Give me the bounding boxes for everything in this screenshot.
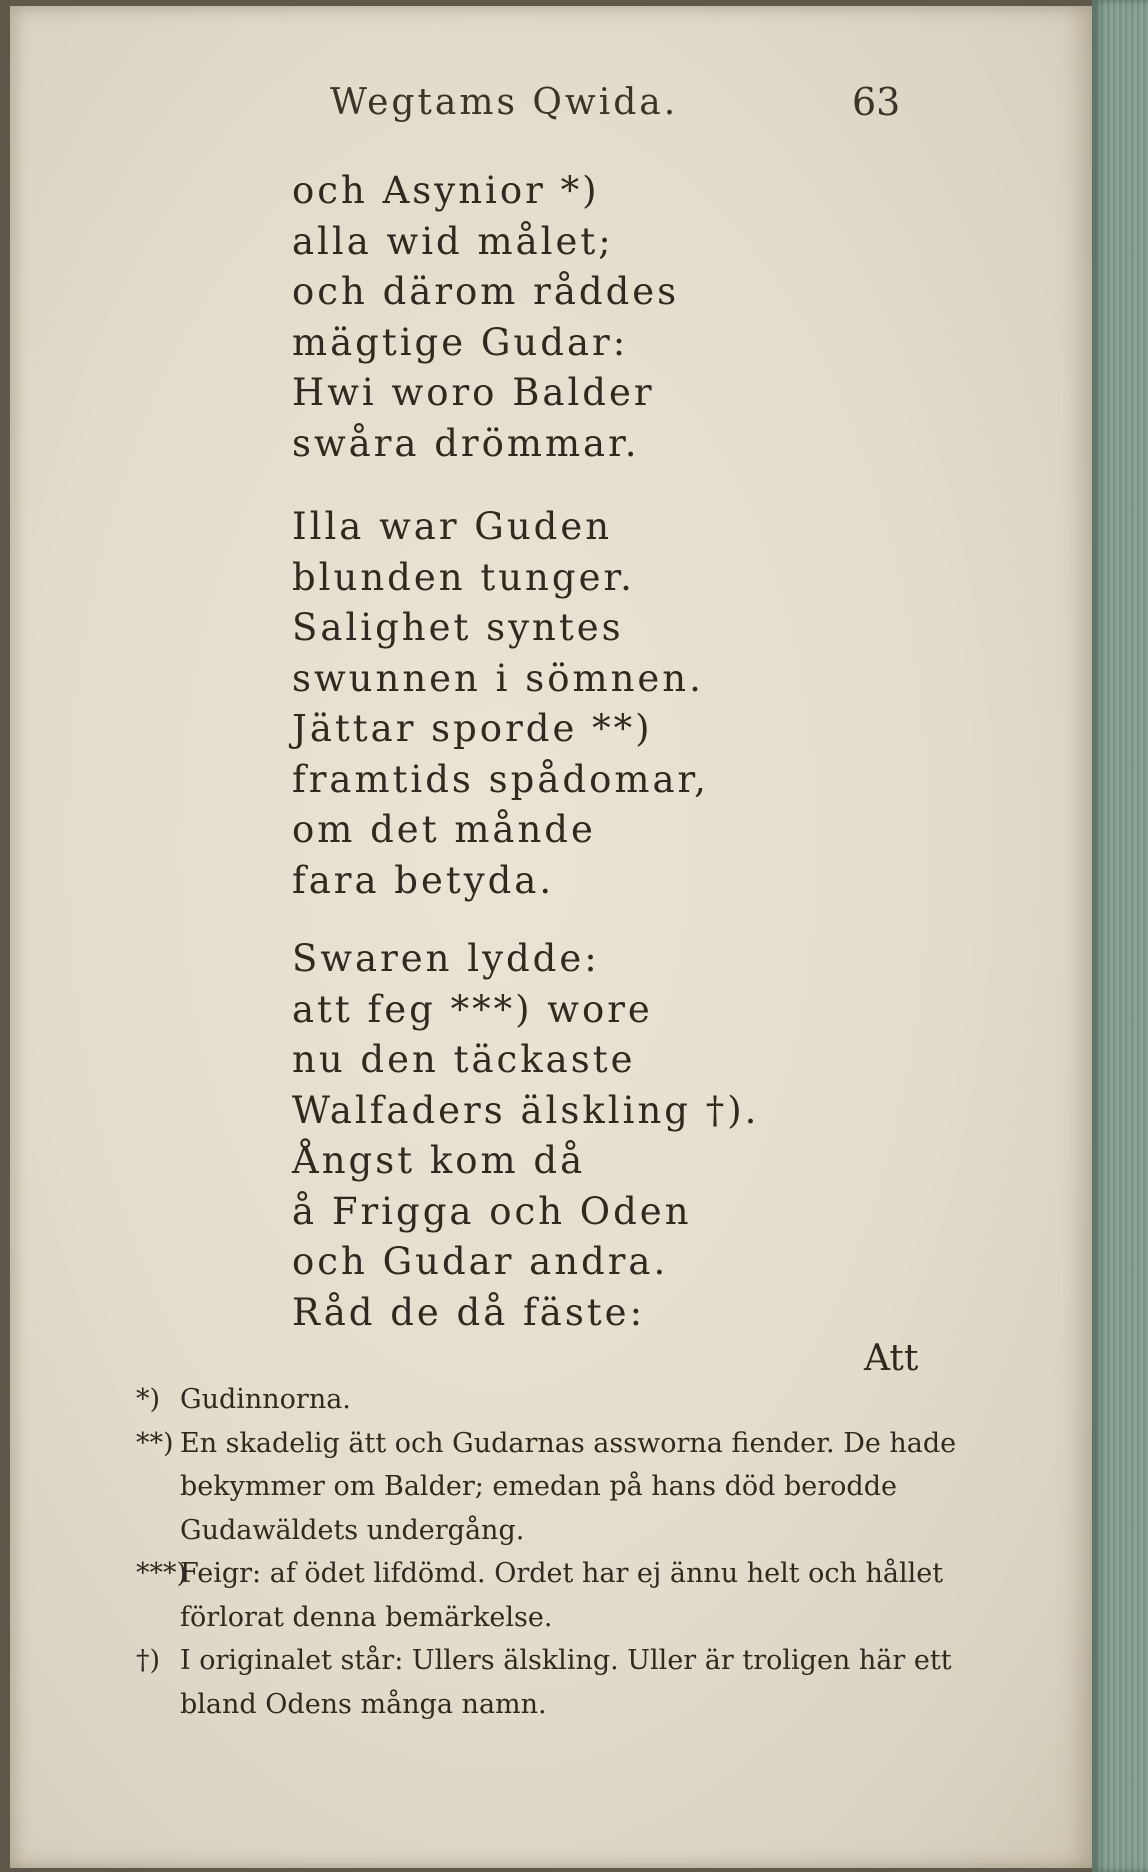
verse-line: och därom råddes <box>292 270 680 313</box>
stanza-1 <box>292 166 679 469</box>
footnote-text: I originalet står: Ullers älskling. Uller är troligen här ett bland Odens många namn. <box>180 1645 952 1720</box>
verse-line: å Frigga och Oden <box>292 1189 692 1233</box>
verse-line: swunnen i sömnen. <box>292 656 704 700</box>
footnote-marker: †) <box>136 1645 161 1676</box>
page-number: 63 <box>852 80 901 124</box>
verse-line: blunden tunger. <box>292 555 635 599</box>
footnote-text: Feigr: af ödet lifdömd. Ordet har ej ännu helt och hållet förlorat denna bemärkelse. <box>180 1558 944 1633</box>
footnote <box>136 1378 984 1422</box>
verse-line: mägtige Gudar: <box>292 320 629 364</box>
verse-line: Hwi woro Balder <box>292 371 655 414</box>
footnote <box>136 1552 984 1639</box>
footnote-marker: *) <box>136 1384 161 1415</box>
running-title: Wegtams Qwida. <box>330 82 679 123</box>
verse-line: och Gudar andra. <box>292 1240 669 1283</box>
verse-line: Illa war Guden <box>292 505 613 548</box>
footnote-text: En skadelig ätt och Gudarnas assworna fiender. De hade bekymmer om Balder; emedan på hans död berodde Gudawäldets undergång. <box>180 1427 957 1546</box>
verse-line: om det månde <box>292 808 596 851</box>
verse-line: Salighet syntes <box>292 606 624 649</box>
verse-line: och Asynior *) <box>292 169 600 212</box>
stanza-2 <box>292 502 709 906</box>
verse-line: Råd de då fäste: <box>292 1290 646 1334</box>
footnote-text: Gudinnorna. <box>180 1384 351 1415</box>
catchword: Att <box>864 1338 919 1379</box>
verse-line: Jättar sporde **) <box>292 707 653 750</box>
footnote <box>136 1422 984 1553</box>
verse-line: swåra drömmar. <box>292 421 640 465</box>
verse-line: nu den täckaste <box>292 1038 636 1081</box>
verse-line: framtids spådomar, <box>292 757 709 801</box>
footnote <box>136 1639 984 1726</box>
verse-line: Ångst kom då <box>292 1139 586 1182</box>
verse-line: Swaren lydde: <box>292 937 600 980</box>
footnote-marker: **) <box>136 1427 174 1459</box>
footnotes <box>136 1378 984 1726</box>
stanza-3 <box>292 934 759 1338</box>
verse-line: alla wid målet; <box>292 219 614 263</box>
verse-line: fara betyda. <box>292 858 555 902</box>
footnote-marker: ***) <box>136 1558 188 1589</box>
verse-line: att feg ***) wore <box>292 987 653 1031</box>
verse-line: Walfaders älskling †). <box>292 1088 760 1132</box>
page-edge <box>1092 0 1148 1872</box>
